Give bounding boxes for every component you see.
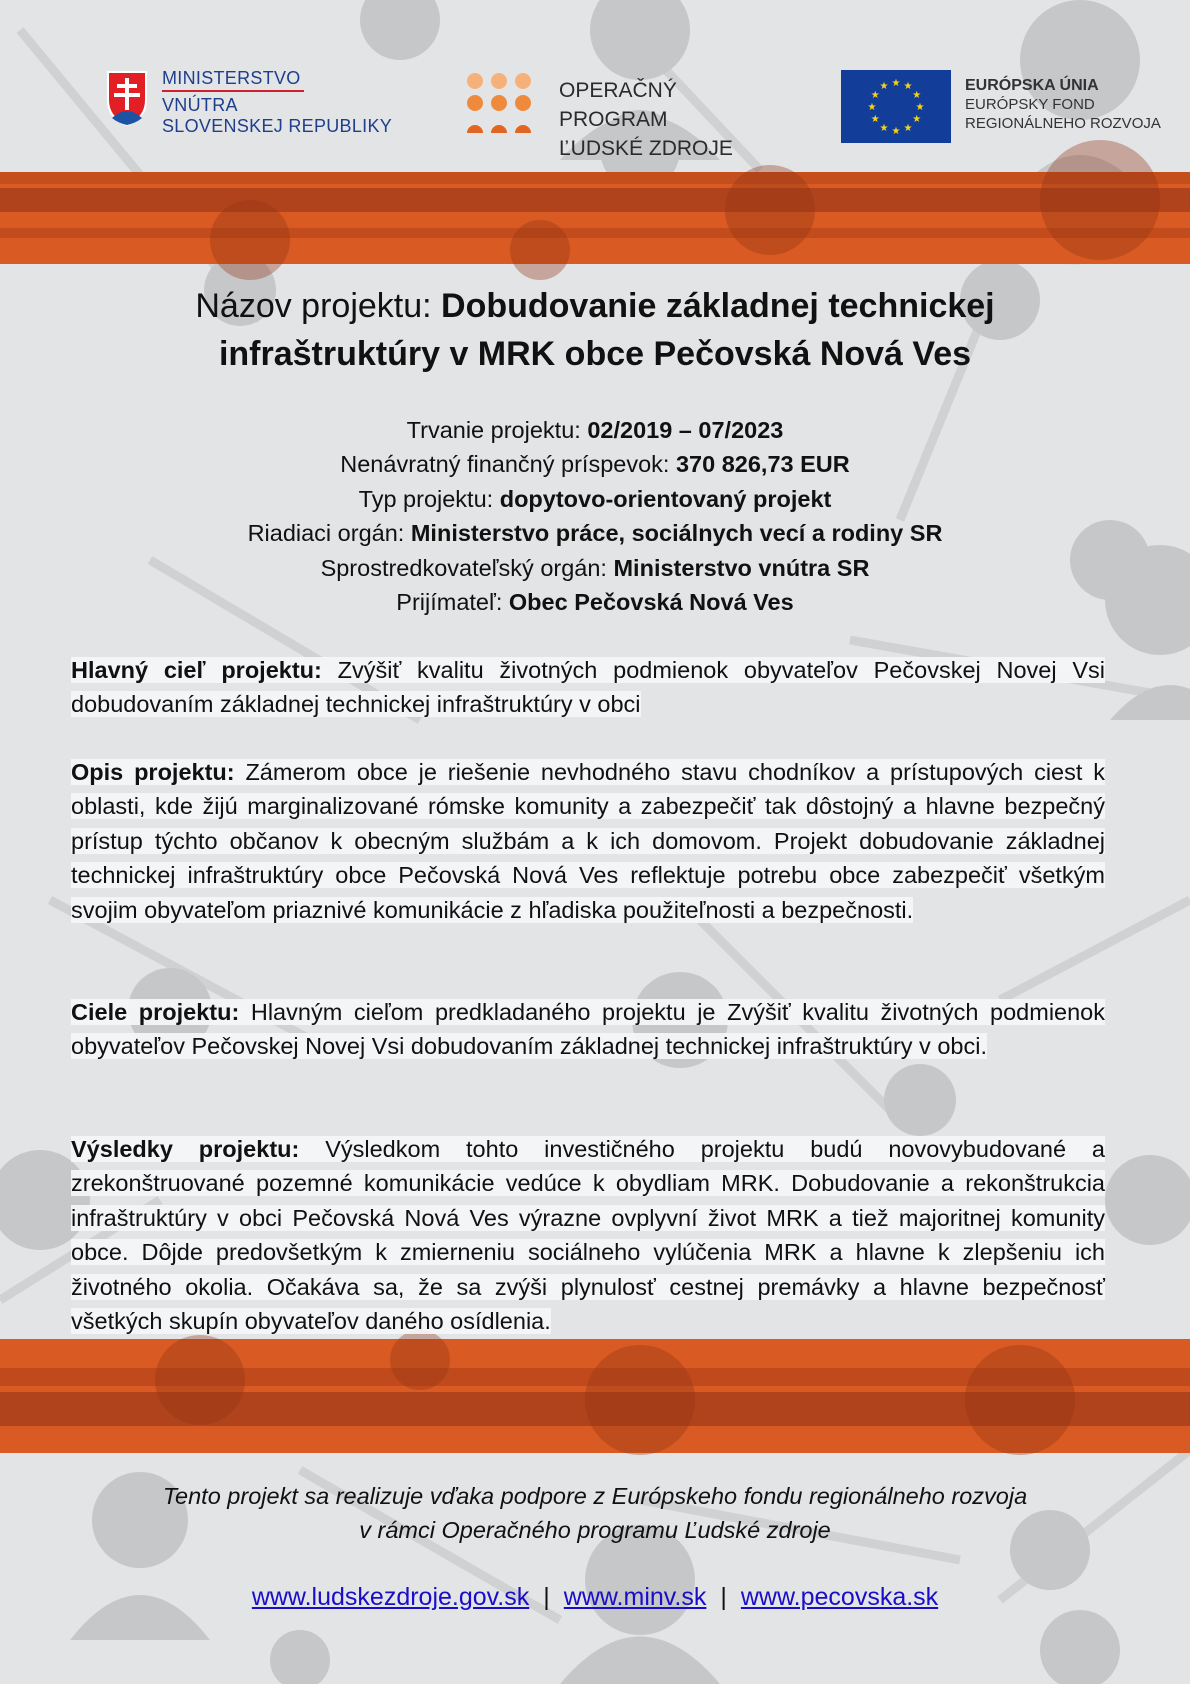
- info-label: Nenávratný finančný príspevok:: [340, 451, 676, 478]
- eu-logo: [841, 70, 1171, 144]
- eu-star-icon: ★: [903, 81, 913, 93]
- title-line1: Dobudovanie základnej technickej: [441, 287, 995, 325]
- info-grant: [130, 447, 1060, 481]
- section-label: Výsledky projektu:: [71, 1136, 300, 1162]
- link-pecovska[interactable]: www.pecovska.sk: [740, 1583, 939, 1611]
- eu-flag-icon: [841, 70, 951, 143]
- operacny-program-logo: [466, 72, 786, 160]
- eu-star-icon: ★: [870, 114, 880, 125]
- eu-name-line2: EURÓPSKY FOND: [965, 96, 1095, 113]
- eu-star-icon: ★: [912, 90, 922, 101]
- section-text: Výsledkom tohto investičného projektu budú novovybudované a zrekonštruované pozemné komunikácie vedúce k obydliam MRK. Dobudovanie a rekonštrukcia infraštruktúry v obci Pečovská Nová Ves výrazne ovplyvní život MRK a tiež majoritnej komunity obce. Dôjde predovšetkým k zmierneniu sociálneho vylúčenia MRK a hlavne k zlepšeniu ich životného okolia. Očakáva sa, že sa zvýši plynulosť cestnej premávky a hlavne bezpečnosť všetkých skupín obyvateľov daného osídlenia.: [71, 1136, 1106, 1335]
- op-name-line1: OPERAČNÝ PROGRAM: [559, 79, 677, 131]
- eu-star-icon: ★: [867, 102, 877, 113]
- link-separator: |: [720, 1583, 727, 1611]
- eu-star-icon: ★: [891, 126, 901, 137]
- info-label: Typ projektu:: [358, 485, 500, 512]
- eu-name-line3: REGIONÁLNEHO ROZVOJA: [965, 115, 1161, 132]
- ministry-logo: [106, 68, 396, 148]
- coat-of-arms-icon: [106, 70, 148, 126]
- section-description: [71, 755, 1105, 927]
- info-label: Prijímateľ:: [396, 589, 509, 616]
- section-text: Zámerom obce je riešenie nevhodného stavu chodníkov a prístupových ciest k oblasti, kde žijú marginalizované rómske komunity a zabezpečiť tak dôstojný a hlavne bezpečný prístup týchto občanov k obecným službám a k ich domovom. Projekt dobudovanie základnej technickej infraštruktúry obce Pečovská Nová Ves reflektuje potrebu obce zabezpečiť všetkým svojim obyvateľom priaznivé komunikácie z hľadiska použiteľnosti a bezpečnosti.: [71, 759, 1105, 923]
- info-type: [130, 482, 1060, 516]
- section-label: Opis projektu:: [71, 759, 235, 785]
- title-line2: infraštruktúry v MRK obce Pečovská Nová Ves: [218, 335, 972, 373]
- eu-star-icon: ★: [891, 78, 901, 89]
- info-label: Trvanie projektu:: [406, 417, 588, 443]
- section-label: Hlavný cieľ projektu:: [71, 657, 322, 683]
- info-value: Ministerstvo vnútra SR: [613, 554, 870, 581]
- section-main-goal: [71, 653, 1105, 722]
- section-label: Ciele projektu:: [71, 999, 240, 1025]
- eu-star-icon: ★: [915, 102, 925, 113]
- dots-logo-icon: [466, 72, 532, 138]
- eu-star-icon: ★: [903, 122, 913, 134]
- link-separator: |: [543, 1583, 550, 1611]
- info-managing-authority: [130, 516, 1060, 550]
- link-ludskezdroje[interactable]: www.ludskezdroje.gov.sk: [251, 1583, 530, 1611]
- footer-links: [100, 1580, 1090, 1614]
- eu-star-icon: ★: [912, 114, 922, 125]
- info-label: Riadiaci orgán:: [247, 520, 411, 547]
- info-value: Obec Pečovská Nová Ves: [508, 589, 794, 616]
- section-results: [71, 1132, 1105, 1338]
- link-minv[interactable]: www.minv.sk: [563, 1583, 707, 1611]
- ministry-name-line2: VNÚTRA: [162, 95, 238, 115]
- info-recipient: [130, 585, 1060, 619]
- funding-note-line2: v rámci Operačného programu Ľudské zdroje: [359, 1517, 831, 1544]
- section-text: Zvýšiť kvalitu životných podmienok obyvateľov Pečovskej Novej Vsi dobudovaním základnej technickej infraštruktúry v obci: [71, 657, 1105, 718]
- info-value: 370 826,73 EUR: [675, 451, 850, 478]
- ministry-name-line3: SLOVENSKEJ REPUBLIKY: [162, 116, 393, 136]
- funding-note-line1: Tento projekt sa realizuje vďaka podpore z Európskeho fondu regionálneho rozvoja: [162, 1483, 1028, 1509]
- funding-note: [100, 1479, 1090, 1548]
- info-value: dopytovo-orientovaný projekt: [499, 485, 832, 512]
- project-info: [130, 413, 1060, 619]
- eu-star-icon: ★: [879, 122, 889, 134]
- info-value: Ministerstvo práce, sociálnych vecí a rodiny SR: [410, 520, 943, 547]
- section-text: Hlavným cieľom predkladaného projektu je Zvýšiť kvalitu životných podmienok obyvateľov Pečovskej Novej Vsi dobudovaním základnej technickej infraštruktúry v obci.: [71, 999, 1105, 1060]
- info-label: Sprostredkovateľský orgán:: [320, 554, 614, 581]
- eu-star-icon: ★: [879, 81, 889, 93]
- section-goals: [71, 995, 1105, 1064]
- info-intermediate-body: [130, 551, 1060, 585]
- ministry-name-line1: MINISTERSTVO: [162, 68, 304, 92]
- op-name-line2: ĽUDSKÉ ZDROJE: [559, 137, 733, 160]
- info-value: 02/2019 – 07/2023: [587, 417, 784, 443]
- project-title: [130, 282, 1060, 378]
- title-prefix: Názov projektu:: [195, 287, 442, 325]
- eu-name-line1: EURÓPSKA ÚNIA: [965, 77, 1099, 94]
- info-duration: [130, 413, 1060, 447]
- eu-star-icon: ★: [870, 90, 880, 101]
